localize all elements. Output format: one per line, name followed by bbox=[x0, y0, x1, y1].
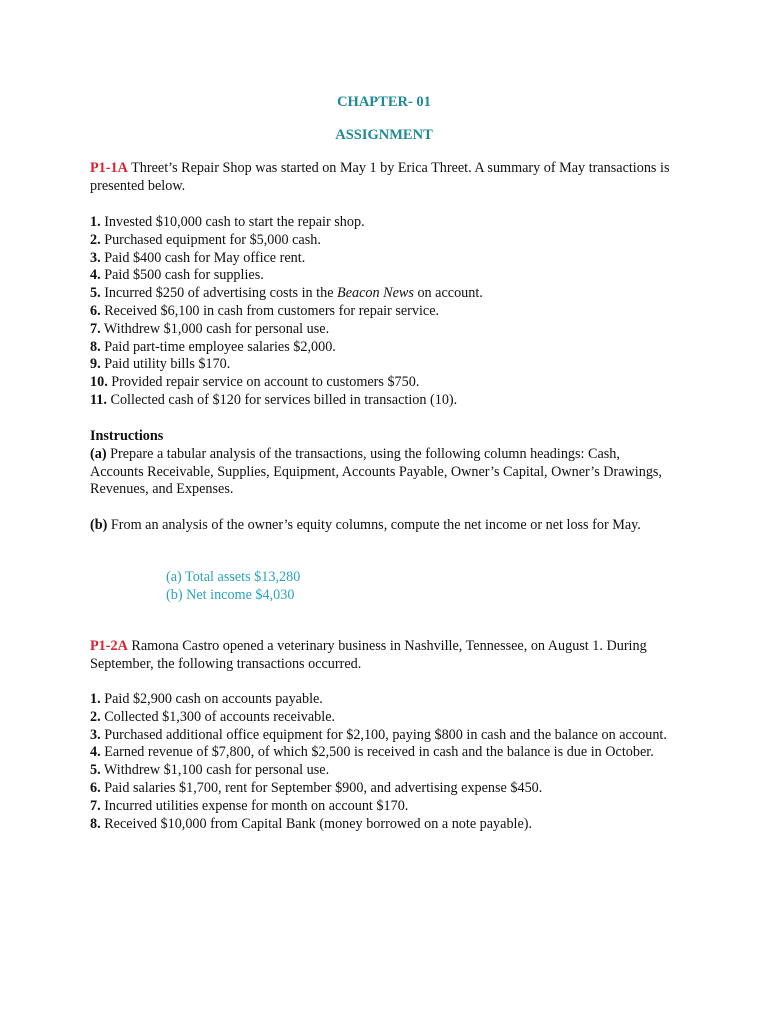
list-item: 11. Collected cash of $120 for services billed in transaction (10). bbox=[90, 391, 458, 408]
list-item: 4. Paid $500 cash for supplies. bbox=[90, 267, 264, 284]
list-item: 7. Withdrew $1,000 cash for personal use. bbox=[90, 320, 330, 337]
list-item: 8. Paid part-time employee salaries $2,000. bbox=[90, 338, 336, 355]
answer-a: (a) Total assets $13,280 bbox=[166, 569, 301, 585]
list-item: 4. Earned revenue of $7,800, of which $2,500 is received in cash and the balance is due in October. bbox=[90, 744, 654, 761]
assignment-title: ASSIGNMENT bbox=[335, 127, 433, 143]
instructions-heading: Instructions bbox=[90, 428, 164, 444]
list-item: 5. Incurred $250 of advertising costs in the Beacon News on account. bbox=[90, 285, 483, 302]
list-item: 3. Paid $400 cash for May office rent. bbox=[90, 249, 306, 266]
problem-p1-1a-intro bbox=[90, 160, 670, 196]
list-item: 2. Purchased equipment for $5,000 cash. bbox=[90, 231, 321, 248]
list-item: 2. Collected $1,300 of accounts receivable. bbox=[90, 708, 336, 725]
list-item: 3. Purchased additional office equipment for $2,100, paying $800 in cash and the balance on account. bbox=[90, 726, 667, 743]
list-item: 6. Received $6,100 in cash from customers for repair service. bbox=[90, 302, 440, 319]
problem-code: P1-2A bbox=[90, 638, 128, 654]
list-item: 5. Withdrew $1,100 cash for personal use. bbox=[90, 762, 330, 779]
instruction-b: (b) From an analysis of the owner’s equity columns, compute the net income or net loss for May. bbox=[90, 517, 641, 533]
chapter-title: CHAPTER- 01 bbox=[337, 94, 431, 110]
transaction-list-p1-2a bbox=[90, 691, 670, 833]
list-item: 10. Provided repair service on account to customers $750. bbox=[90, 374, 420, 391]
problem-p1-2a-intro bbox=[90, 638, 670, 674]
list-item: 1. Invested $10,000 cash to start the repair shop. bbox=[90, 214, 365, 230]
answer-b: (b) Net income $4,030 bbox=[166, 586, 295, 603]
instruction-a: (a) Prepare a tabular analysis of the transactions, using the following column headings: Cash, Accounts Receivable, Supplies, Equipment, Accounts Payable, Owner’s Capital, Owner’s Drawings, Revenues, and Expenses. bbox=[90, 445, 662, 498]
instruction-b-block bbox=[90, 517, 670, 535]
problem-code: P1-1A bbox=[90, 160, 128, 176]
list-item: 7. Incurred utilities expense for month on account $170. bbox=[90, 797, 409, 814]
instructions-section bbox=[90, 428, 670, 499]
problem-intro-text: Ramona Castro opened a veterinary business in Nashville, Tennessee, on August 1. During September, the following transactions occurred. bbox=[90, 638, 647, 672]
list-item: 1. Paid $2,900 cash on accounts payable. bbox=[90, 691, 323, 707]
problem-intro-text: Threet’s Repair Shop was started on May 1 by Erica Threet. A summary of May transactions is presented below. bbox=[90, 160, 670, 194]
answers-block bbox=[166, 569, 566, 605]
list-item: 9. Paid utility bills $170. bbox=[90, 356, 231, 373]
list-item: 8. Received $10,000 from Capital Bank (money borrowed on a note payable). bbox=[90, 815, 533, 832]
list-item: 6. Paid salaries $1,700, rent for September $900, and advertising expense $450. bbox=[90, 779, 543, 796]
transaction-list-p1-1a bbox=[90, 214, 670, 410]
